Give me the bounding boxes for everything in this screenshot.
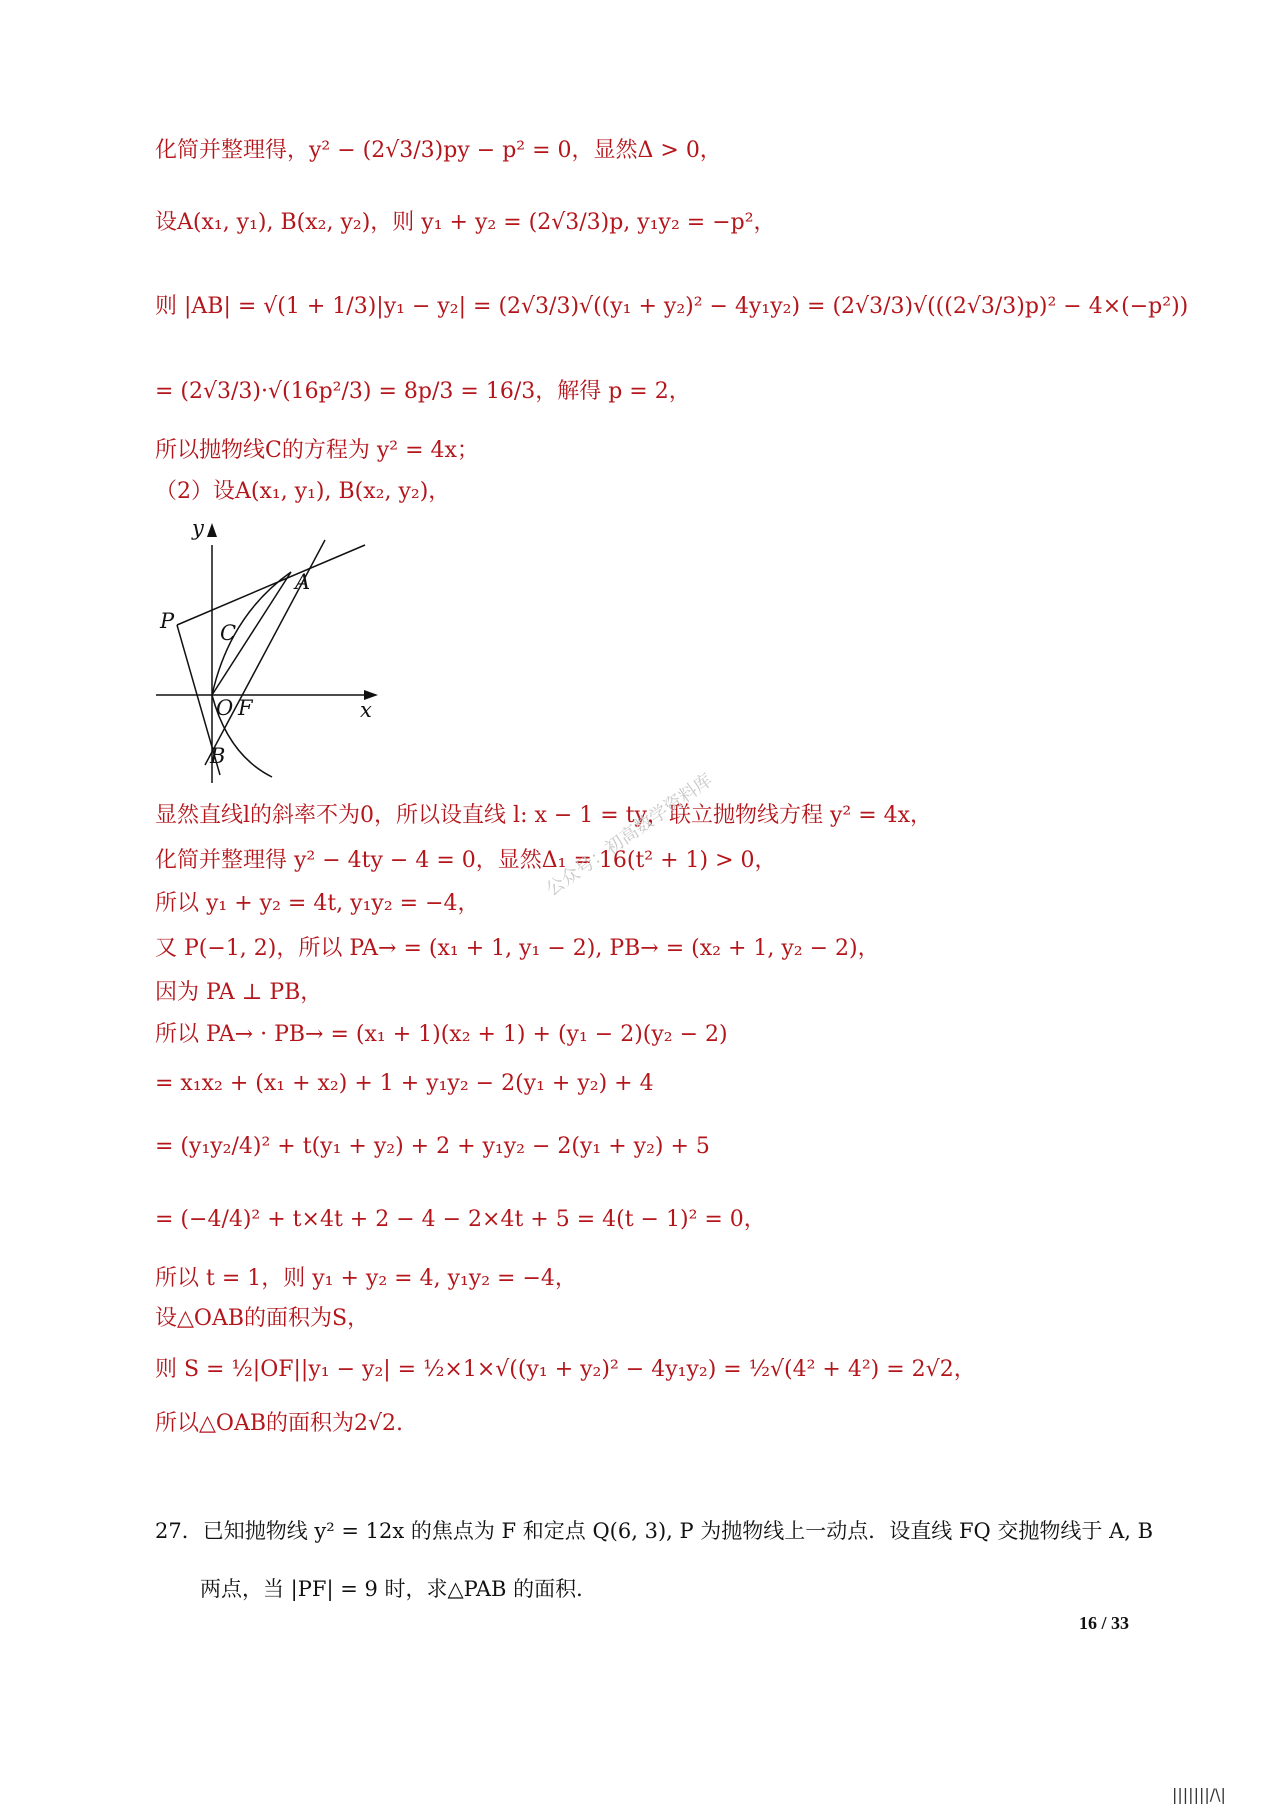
page-number: 16 / 33 <box>1079 1613 1130 1633</box>
solution-line-10: 又 P(−1, 2)，所以 PA→ = (x₁ + 1, y₁ − 2), PB→ = (x₂ + 1, y₂ − 2)， <box>155 936 880 961</box>
solution-line-11: 因为 PA ⊥ PB， <box>155 980 323 1005</box>
solution-line-15: = (−4/4)² + t×4t + 2 − 4 − 2×4t + 5 = 4(t − 1)² = 0， <box>155 1207 766 1232</box>
label-y: y <box>192 516 204 540</box>
solution-line-5: 所以抛物线C的方程为 y² = 4x； <box>155 438 479 463</box>
solution-line-3: 则 |AB| = √(1 + 1/3)|y₁ − y₂| = (2√3/3)√((y₁ + y₂)² − 4y₁y₂) = (2√3/3)√(((2√3/3)p)² − 4×(−p²)) <box>155 294 1189 319</box>
label-B: B <box>210 744 226 768</box>
problem-line-1: 27．已知抛物线 y² = 12x 的焦点为 F 和定点 Q(6, 3), P 为抛物线上一动点．设直线 FQ 交抛物线于 A, B <box>155 1519 1154 1543</box>
solution-line-4: = (2√3/3)·√(16p²/3) = 8p/3 = 16/3，解得 p = 2， <box>155 379 691 404</box>
label-x: x <box>360 698 372 722</box>
label-P: P <box>160 609 175 633</box>
solution-line-17: 设△OAB的面积为S， <box>155 1306 370 1331</box>
solution-line-19: 所以△OAB的面积为2√2. <box>155 1411 404 1436</box>
label-F: F <box>238 696 253 720</box>
solution-line-2: 设A(x₁, y₁), B(x₂, y₂)，则 y₁ + y₂ = (2√3/3)p, y₁y₂ = −p²， <box>155 210 776 235</box>
solution-line-12: 所以 PA→ · PB→ = (x₁ + 1)(x₂ + 1) + (y₁ − 2)(y₂ − 2) <box>155 1022 728 1047</box>
y-axis-arrow <box>207 523 217 537</box>
solution-line-6: （2）设A(x₁, y₁), B(x₂, y₂)， <box>155 479 451 504</box>
problem-line-2: 两点，当 |PF| = 9 时，求△PAB 的面积． <box>200 1577 598 1601</box>
solution-line-16: 所以 t = 1，则 y₁ + y₂ = 4, y₁y₂ = −4， <box>155 1266 577 1291</box>
solution-line-9: 所以 y₁ + y₂ = 4t, y₁y₂ = −4， <box>155 891 480 916</box>
label-O: O <box>216 696 234 720</box>
solution-line-7: 显然直线l的斜率不为0，所以设直线 l: x − 1 = ty，联立抛物线方程 y² = 4x， <box>155 803 933 828</box>
solution-line-18: 则 S = ½|OF||y₁ − y₂| = ½×1×√((y₁ + y₂)² − 4y₁y₂) = ½√(4² + 4²) = 2√2， <box>155 1357 976 1382</box>
label-C: C <box>220 621 237 645</box>
line-PA <box>177 545 365 625</box>
label-A: A <box>295 570 311 594</box>
parabola-figure <box>150 505 390 785</box>
watermark: 公众号：初高数学资料库 <box>542 769 717 901</box>
solution-line-1: 化简并整理得，y² − (2√3/3)py − p² = 0，显然Δ > 0， <box>155 138 722 163</box>
bottom-bar-icon: |||||||/\| <box>1172 1785 1226 1804</box>
solution-line-8: 化简并整理得 y² − 4ty − 4 = 0，显然Δ₁ = 16(t² + 1) > 0， <box>155 848 777 873</box>
solution-line-13: = x₁x₂ + (x₁ + x₂) + 1 + y₁y₂ − 2(y₁ + y₂) + 4 <box>155 1071 654 1096</box>
solution-line-14: = (y₁y₂/4)² + t(y₁ + y₂) + 2 + y₁y₂ − 2(y₁ + y₂) + 5 <box>155 1134 710 1159</box>
